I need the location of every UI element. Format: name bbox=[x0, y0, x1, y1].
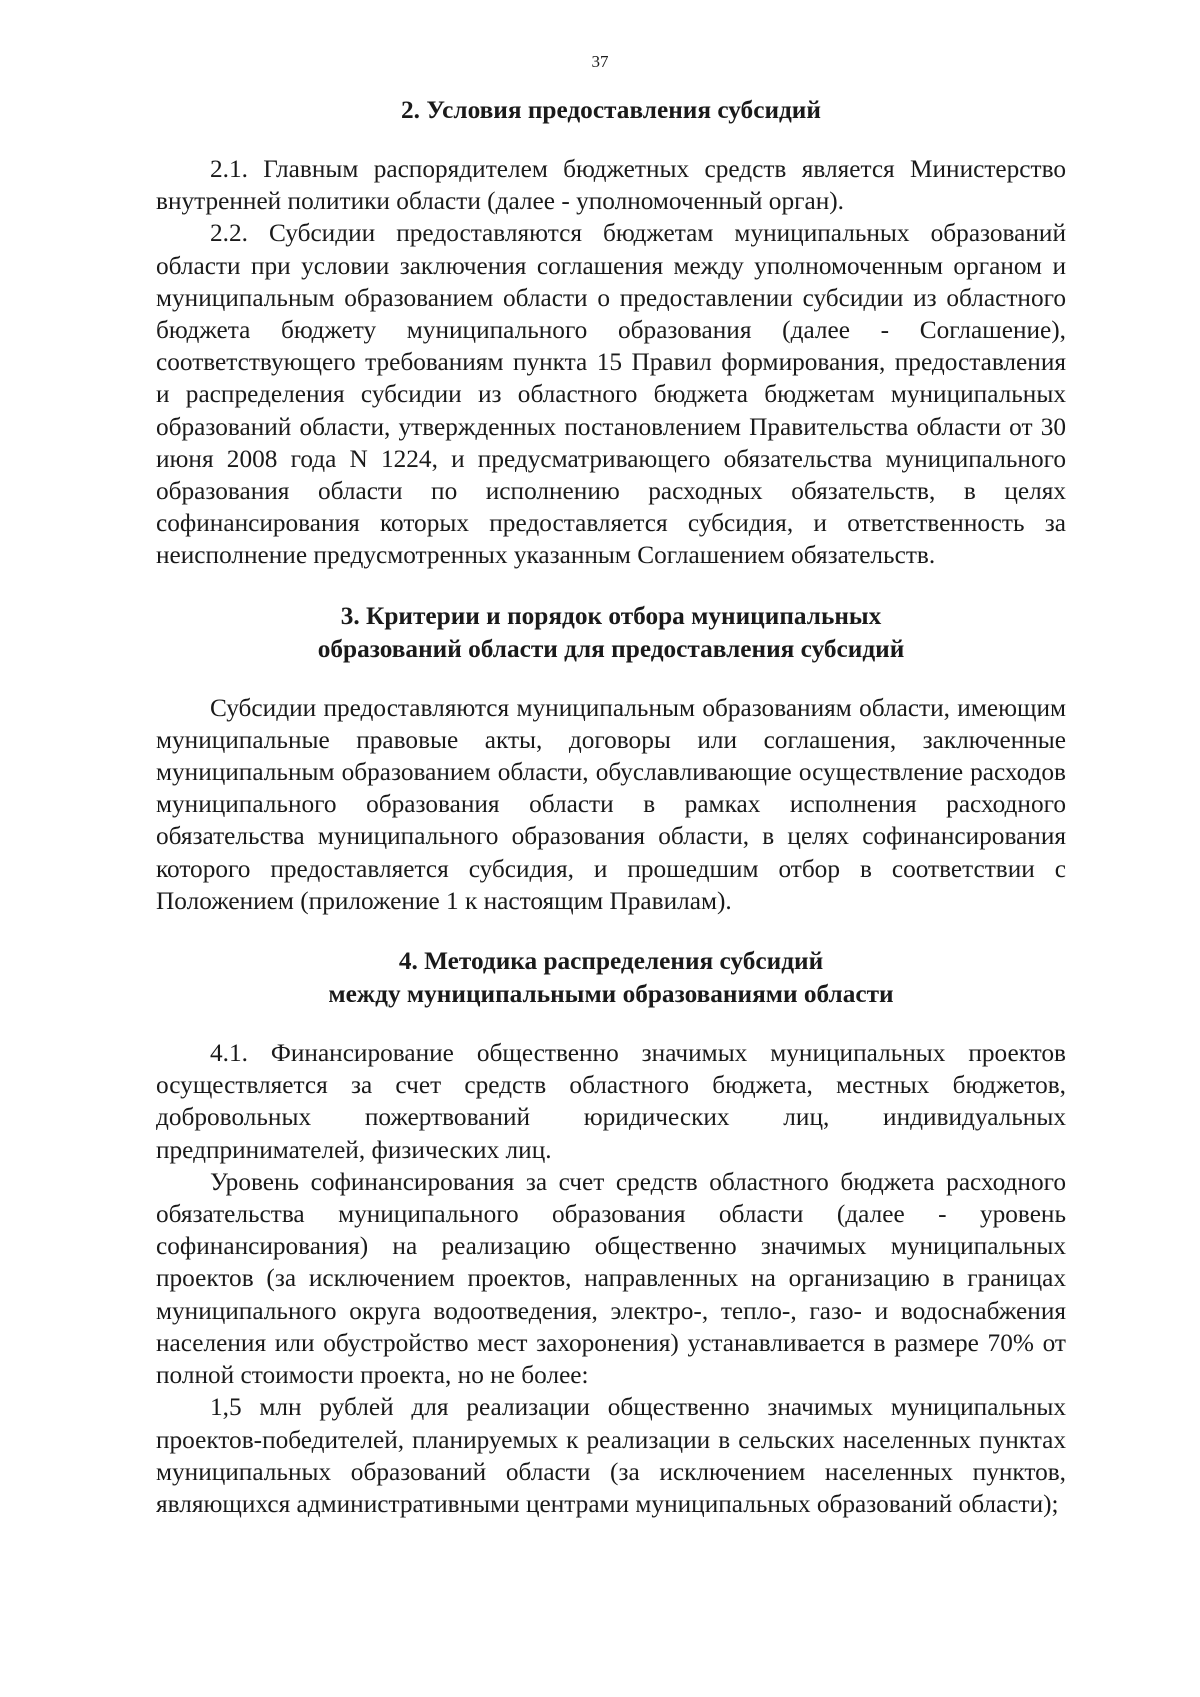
spacer bbox=[156, 1011, 1066, 1037]
section-4-paragraph-2: Уровень софинансирования за счет средств областного бюджета расходного обязательства муниципального образования области (далее - уровень софинансирования) на реализацию общественно значимых муниципальных проектов (за исключением проектов, направленных на организацию в границах муниципального округа водоотведения, электро-, тепло-, газо- и водоснабжения населения или обустройство мест захоронения) устанавливается в размере 70% от полной стоимости проекта, но не более: bbox=[156, 1167, 1066, 1390]
section-2-paragraph-2: 2.2. Субсидии предоставляются бюджетам муниципальных образований области при условии заключения соглашения между уполномоченным органом и муниципальным образованием области о предоставлении субсидии из областного бюджета бюджету муниципального образования (далее - Соглашение), соответствующего требованиям пункта 15 Правил формирования, предоставления и распределения субсидии из областного бюджета бюджетам муниципальных образований области, утвержденных постановлением Правительства области от 30 июня 2008 года N 1224, и предусматривающего обязательства муниципального образования области по исполнению расходных обязательств, в целях софинансирования которых предоставляется субсидия, и ответственность за неисполнение предусмотренных указанным Соглашением обязательств. bbox=[156, 219, 1066, 570]
spacer bbox=[156, 572, 1066, 600]
section-3-paragraph-1: Субсидии предоставляются муниципальным образованиям области, имеющим муниципальные правовые акты, договоры или соглашения, заключенные муниципальным образованием области, обуславливающие осуществление расходов муниципального образования области в рамках исполнения расходного обязательства муниципального образования области, в целях софинансирования которого предоставляется субсидия, и прошедшим отбор в соответствии с Положением (приложение 1 к настоящим Правилам). bbox=[156, 693, 1066, 915]
section-4-paragraph-1: 4.1. Финансирование общественно значимых муниципальных проектов осуществляется за счет средств областного бюджета, местных бюджетов, добровольных пожертвований юридических лиц, индивидуальных предпринимателей, физических лиц. bbox=[156, 1039, 1066, 1164]
section-3-heading-line-1: 3. Критерии и порядок отбора муниципальных bbox=[340, 601, 882, 630]
section-4-heading bbox=[156, 945, 1066, 1011]
document-body bbox=[156, 94, 1066, 1520]
section-4-heading-line-1: 4. Методика распределения субсидий bbox=[398, 947, 824, 976]
spacer bbox=[156, 666, 1066, 692]
section-2-paragraph-1: 2.1. Главным распорядителем бюджетных средств является Министерство внутренней политики области (далее - уполномоченный орган). bbox=[156, 155, 1066, 216]
section-3-heading-line-2: образований области для предоставления субсидий bbox=[317, 634, 905, 663]
section-2-heading-text: 2. Условия предоставления субсидий bbox=[401, 96, 821, 124]
spacer bbox=[156, 127, 1066, 153]
spacer bbox=[156, 917, 1066, 945]
section-4-heading-line-2: между муниципальными образованиями области bbox=[328, 980, 894, 1009]
section-2-heading bbox=[156, 94, 1066, 127]
section-3-heading bbox=[156, 600, 1066, 666]
page-number: 37 bbox=[591, 52, 609, 71]
section-4-paragraph-3: 1,5 млн рублей для реализации общественно значимых муниципальных проектов-победителей, планируемых к реализации в сельских населенных пунктах муниципальных образований области (за исключением населенных пунктов, являющихся административными центрами муниципальных образований области); bbox=[156, 1393, 1066, 1518]
